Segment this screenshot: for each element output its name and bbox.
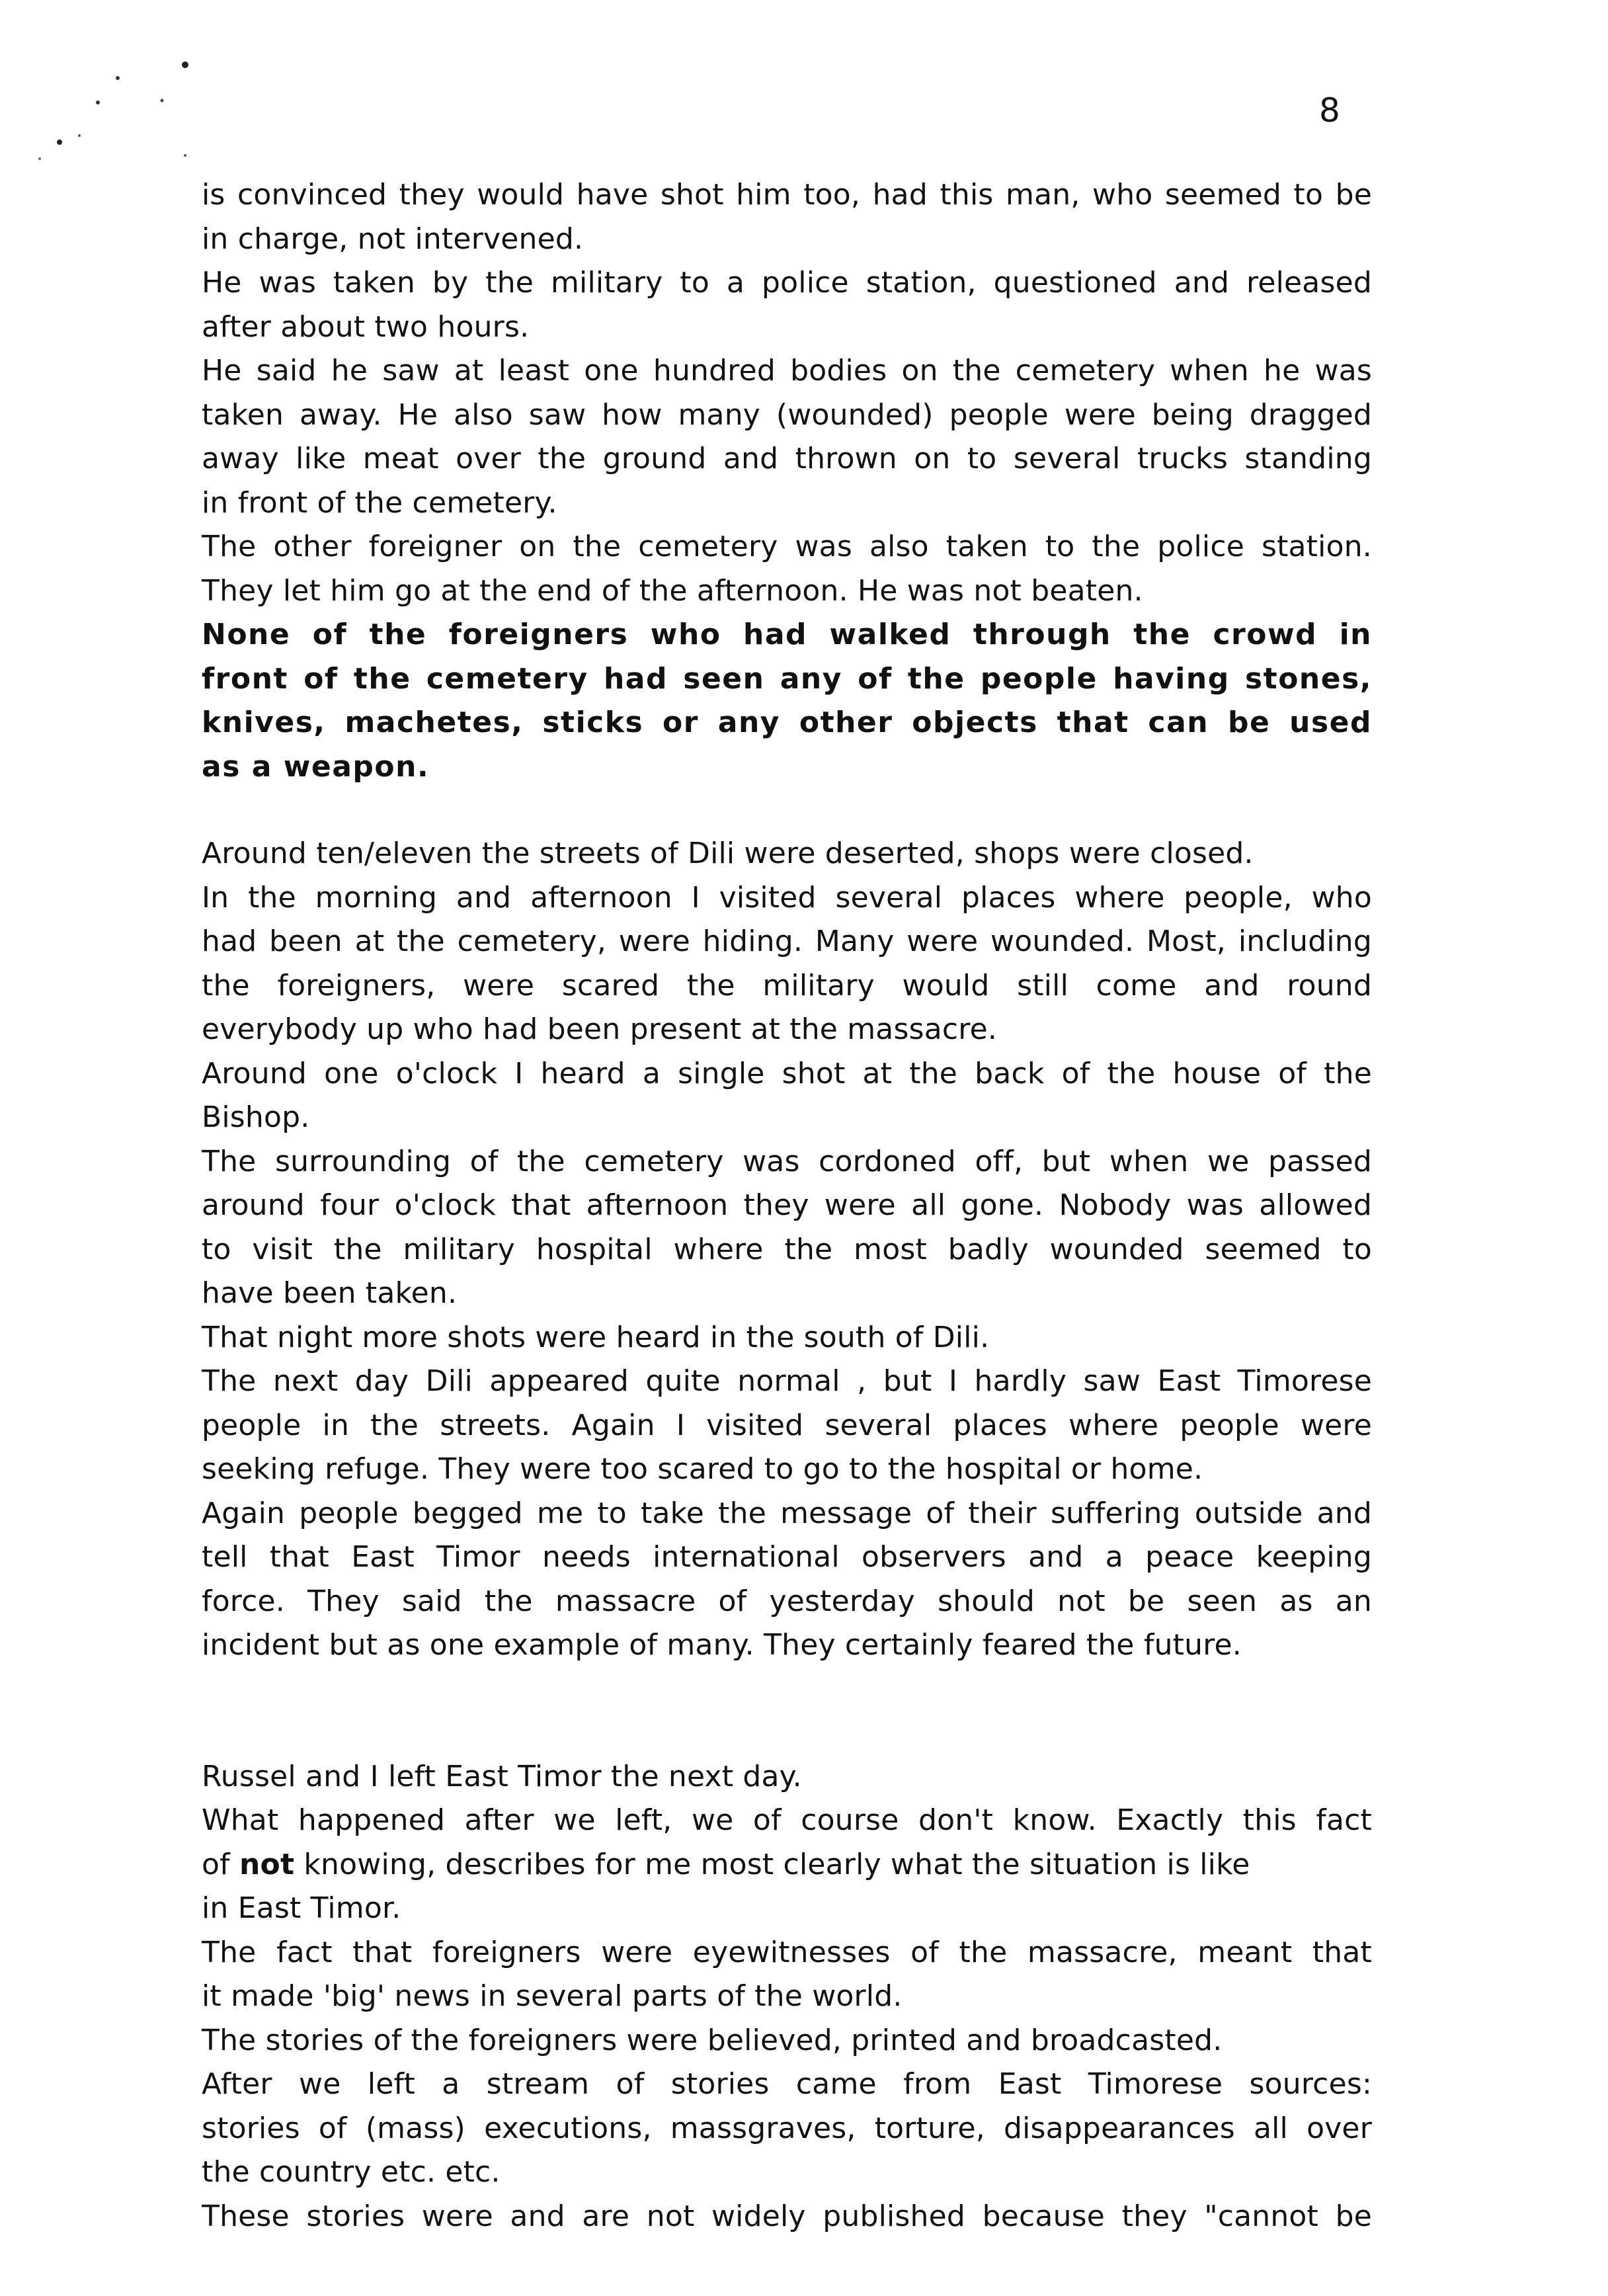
paragraph-block-2 [202,832,1372,1668]
text-line: in front of the cemetery. [202,485,557,520]
text-line: had been at the cemetery, were hiding. Many were wounded. Most, including [202,924,1372,958]
text-line: He was taken by the military to a police station, questioned and released [202,266,1372,300]
text-line: taken away. He also saw how many (wounded) people were being dragged [202,397,1372,432]
document-body [202,173,1372,2238]
page-number: 8 [1319,91,1340,130]
bold-text-line: None of the foreigners who had walked through the crowd in [202,618,1372,651]
text-line: Around one o'clock I heard a single shot at the back of the house of the [202,1056,1372,1090]
text-line: away like meat over the ground and thrown on to several trucks standing [202,442,1372,475]
text-line: Bishop. [202,1100,310,1134]
text-line: after about two hours. [202,309,530,344]
scan-specks [0,0,212,185]
text-line: everybody up who had been present at the massacre. [202,1012,998,1046]
text-line: the foreigners, were scared the military would still come and round [202,968,1372,1003]
text-line: That night more shots were heard in the south of Dili. [202,1320,990,1354]
bold-text-line: knives, machetes, sticks or any other objects that can be used [202,706,1372,739]
text-line: in East Timor. [202,1891,401,1925]
text-line-with-emphasis [202,1843,1372,1887]
text-line: force. They said the massacre of yesterday should not be seen as an [202,1584,1372,1618]
text-line: What happened after we left, we of course don't know. Exactly this fact [202,1803,1372,1837]
speck [96,101,100,104]
speck [182,62,188,68]
text-line: to visit the military hospital where the most badly wounded seemed to [202,1232,1372,1266]
text-line: Around ten/eleven the streets of Dili were deserted, shops were closed. [202,837,1254,870]
text-line: Russel and I left East Timor the next day. [202,1759,802,1793]
text-line: He said he saw at least one hundred bodies on the cemetery when he was [202,354,1372,388]
text-line: The stories of the foreigners were believed, printed and broadcasted. [202,2023,1223,2057]
text-line: They let him go at the end of the afternoon. He was not beaten. [202,573,1143,608]
bold-text-line: as a weapon. [202,749,430,784]
text-line: The surrounding of the cemetery was cordoned off, but when we passed [202,1144,1372,1178]
speck [57,140,62,145]
paragraph-gap [202,1668,1372,1755]
text-line: the country etc. etc. [202,2155,501,2189]
text-line: stories of (mass) executions, massgraves, torture, disappearances all over [202,2111,1372,2145]
speck [184,154,186,157]
speck [78,134,81,137]
text-line: tell that East Timor needs international observers and a peace keeping [202,1540,1372,1574]
text-line: After we left a stream of stories came from East Timorese sources: [202,2067,1372,2101]
emphasized-word: not [239,1847,295,1881]
text-line: people in the streets. Again I visited several places where people were [202,1408,1372,1442]
text-line: In the morning and afternoon I visited several places where people, who [202,880,1372,915]
speck [116,76,120,80]
paragraph-gap [202,789,1372,832]
bold-statement [202,613,1372,789]
text-line: The other foreigner on the cemetery was also taken to the police station. [202,530,1372,563]
text-line: have been taken. [202,1276,458,1310]
text-line: it made 'big' news in several parts of the world. [202,1979,903,2013]
text-fragment: knowing, describes for me most clearly what the situation is like [294,1847,1250,1881]
text-line: is convinced they would have shot him too, had this man, who seemed to be [202,178,1372,212]
speck [161,99,164,102]
text-line: in charge, not intervened. [202,222,584,256]
text-line: These stories were and are not widely published because they "cannot be [202,2199,1372,2233]
text-line: seeking refuge. They were too scared to go to the hospital or home. [202,1452,1203,1486]
text-line: The fact that foreigners were eyewitnesses of the massacre, meant that [202,1935,1372,1969]
paragraph-block-1 [202,173,1372,613]
text-line: incident but as one example of many. They certainly feared the future. [202,1628,1242,1662]
text-line: Again people begged me to take the message of their suffering outside and [202,1496,1372,1530]
text-line: The next day Dili appeared quite normal , but I hardly saw East Timorese [202,1364,1372,1398]
text-fragment: of [202,1847,239,1881]
paragraph-block-3 [202,1755,1372,2239]
bold-text-line: front of the cemetery had seen any of the people having stones, [202,661,1372,696]
speck [38,157,41,160]
text-line: around four o'clock that afternoon they were all gone. Nobody was allowed [202,1188,1372,1222]
